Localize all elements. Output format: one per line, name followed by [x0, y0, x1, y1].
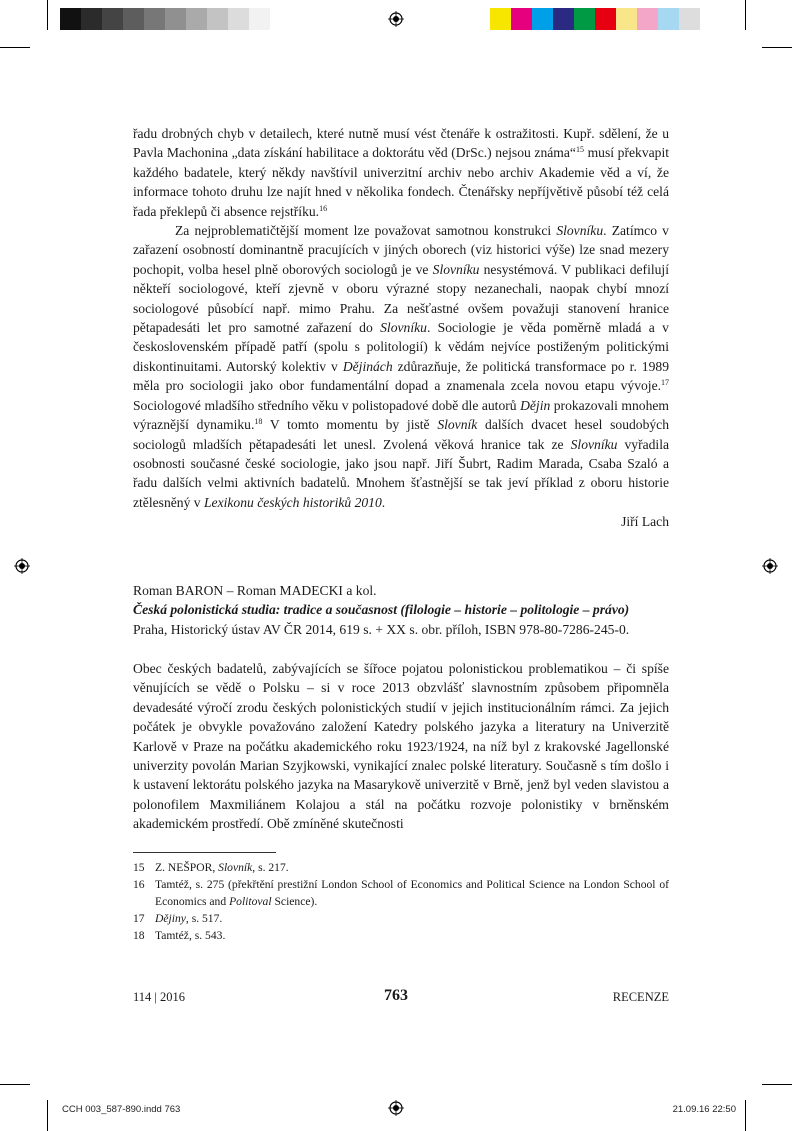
crop-mark — [47, 1100, 48, 1131]
footnote-number: 17 — [133, 912, 145, 925]
registration-mark-icon — [388, 1100, 404, 1116]
crop-mark — [745, 0, 746, 30]
review-continuation — [133, 124, 669, 532]
journal-volume: 114 | 2016 — [133, 990, 186, 1004]
footnote-ref[interactable]: 15 — [575, 145, 584, 155]
footnote-text: Dějiny, s. 517. — [155, 912, 223, 925]
footnote-ref[interactable]: 18 — [254, 417, 263, 427]
slug-filename: CCH 003_587-890.indd 763 — [62, 1104, 181, 1115]
crop-mark — [745, 1100, 746, 1131]
footnote — [133, 876, 669, 910]
paragraph: Obec českých badatelů, zabývajících se šířoce pojatou polonistickou problematikou – či spíše věnujících se vědě o Polsku – si v roce 2013 obzvlášť slavnostním způsobem připomněla devadesáté výročí zrodu českých polonistických studií v jejich institucionálním rámci. Za jejich počátek je obvykle považováno založení Katedry polského jazyka a literatury na Univerzitě Karlově v Praze na počátku akademického roku 1923/1924, na níž byl z krakovské Jagellonské univerzity povolán Marian Szyjkowski, vynikající znalec polské literatury. Současně s tím došlo i k ustavení lektorátu polského jazyka na Masarykově univerzitě v Brně, jenž byl veden slavistou a polonofilem Maxmiliánem Kolajou a stál na počátku rozvoje polonistiky v brněnském akademickém prostředí. Obě zmíněné skutečnosti — [133, 661, 669, 832]
color-swatch — [207, 8, 228, 30]
slug-timestamp: 21.09.16 22:50 — [672, 1104, 736, 1115]
footnote — [133, 859, 669, 876]
registration-mark-icon — [14, 558, 30, 574]
footnote-number: 18 — [133, 929, 145, 942]
color-swatch — [60, 8, 81, 30]
footnote-text: Z. NEŠPOR, Slovník, s. 217. — [155, 861, 289, 874]
book-citation — [133, 581, 669, 639]
color-swatch — [228, 8, 249, 30]
color-swatch — [595, 8, 616, 30]
footnote-ref[interactable]: 17 — [661, 378, 669, 388]
footnote-text: Tamtéž, s. 543. — [155, 929, 226, 942]
color-swatch — [144, 8, 165, 30]
color-swatch — [249, 8, 270, 30]
crop-mark — [0, 47, 30, 48]
crop-mark — [47, 0, 48, 30]
color-swatch — [511, 8, 532, 30]
color-swatch — [553, 8, 574, 30]
footnote — [133, 910, 669, 927]
color-swatch — [490, 8, 511, 30]
registration-mark-icon — [388, 11, 404, 27]
book-imprint: Praha, Historický ústav AV ČR 2014, 619 s. + XX s. obr. příloh, ISBN 978-80-7286-245-0. — [133, 621, 630, 637]
color-swatch — [637, 8, 658, 30]
registration-mark-icon — [762, 558, 778, 574]
color-swatch — [574, 8, 595, 30]
footnote-text: Tamtéž, s. 275 (překřtění prestižní London School of Economics and Political Science na London School of Economics and Politoval Science). — [155, 878, 669, 908]
crop-mark — [762, 1084, 792, 1085]
review-body — [133, 659, 669, 834]
paragraph: řadu drobných chyb v detailech, které nutně musí vést čtenáře k ostražitosti. Kupř. sdělení, že u Pavla Machonina „data získání habilitace a doktorátu věd (DrSc.) nejsou známa“$^{15}$ musí překvapit každého badatele, který někdy navštívil univerzitní archiv nebo archiv Akademie věd a ví, že informace tohoto druhu lze najít hned v několika fondech. Čtenářsky nepříjvětivě působí též celá řada překlepů či absence rejstříku.$^{16}$ — [133, 126, 669, 219]
color-swatch — [658, 8, 679, 30]
footnote-number: 15 — [133, 861, 145, 874]
color-swatch — [123, 8, 144, 30]
grayscale-calibration-bar — [60, 8, 270, 30]
footnotes — [133, 852, 669, 944]
page-number: 763 — [384, 987, 408, 1004]
footnote-number: 16 — [133, 878, 145, 891]
review-signature: Jiří Lach — [621, 514, 669, 530]
color-swatch — [616, 8, 637, 30]
paragraph: Za nejproblematičtější moment lze považovat samotnou konstrukci Slovníku. Zatímco v zařazení osobností dominantně pracujících v jiných oborech (viz historici výše) lze snad mezery pochopit, volba hesel plně oborových sociologů je ve Slovníku nesystémová. V publikaci defilují někteří sociologové, kteří zjevně v oboru výrazné stopy nezanechali, naopak chybí mnozí sociologové působící např. mimo Prahu. Za nešťastné ovšem považuji stanovení hranice pětapadesáti let pro samotné zařazení do Slovníku. Sociologie je věda poměrně mladá a v československém případě patří (spolu s politologií) k vědám nejvíce postiženým politickými diskontinuitami. Autorský kolektiv v Dějinách zdůrazňuje, že politická transformace po r. 1989 měla pro sociologii jako obor fundamentální dopad a znamenala zcela novou etapu vývoje.$^{17}$ Sociologové mladšího středního věku v polistopadové době dle autorů Dějin prokazovali mnohem výraznější dynamiku.$^{18}$ V tomto momentu by jistě Slovník dalších dvacet hesel soudobých sociologů mladších pětapadesáti let unesl. Zvolená věková hranice tak ze Slovníku vyřadila osobnosti současné české sociologie, jako jsou např. Jiří Šubrt, Radim Marada, Csaba Szaló a řadu dalších velmi aktivních badatelů. Mnohem šťastnější se tak jeví příklad z oboru historie ztělesněný v Lexikonu českých historiků 2010. — [133, 223, 670, 510]
crop-mark — [762, 47, 792, 48]
color-swatch — [102, 8, 123, 30]
color-swatch — [165, 8, 186, 30]
crop-mark — [0, 1084, 30, 1085]
color-swatch — [81, 8, 102, 30]
color-swatch — [679, 8, 700, 30]
footnote-divider — [133, 852, 276, 853]
color-calibration-bar — [490, 8, 700, 30]
section-name: RECENZE — [612, 990, 669, 1004]
book-title: Česká polonistická studia: tradice a současnost (filologie – historie – politologie – právo) — [133, 602, 630, 618]
footnote-ref[interactable]: 16 — [319, 203, 328, 213]
footnote — [133, 927, 669, 944]
color-swatch — [532, 8, 553, 30]
color-swatch — [186, 8, 207, 30]
book-authors: Roman BARON – Roman MADECKI a kol. — [133, 583, 377, 598]
